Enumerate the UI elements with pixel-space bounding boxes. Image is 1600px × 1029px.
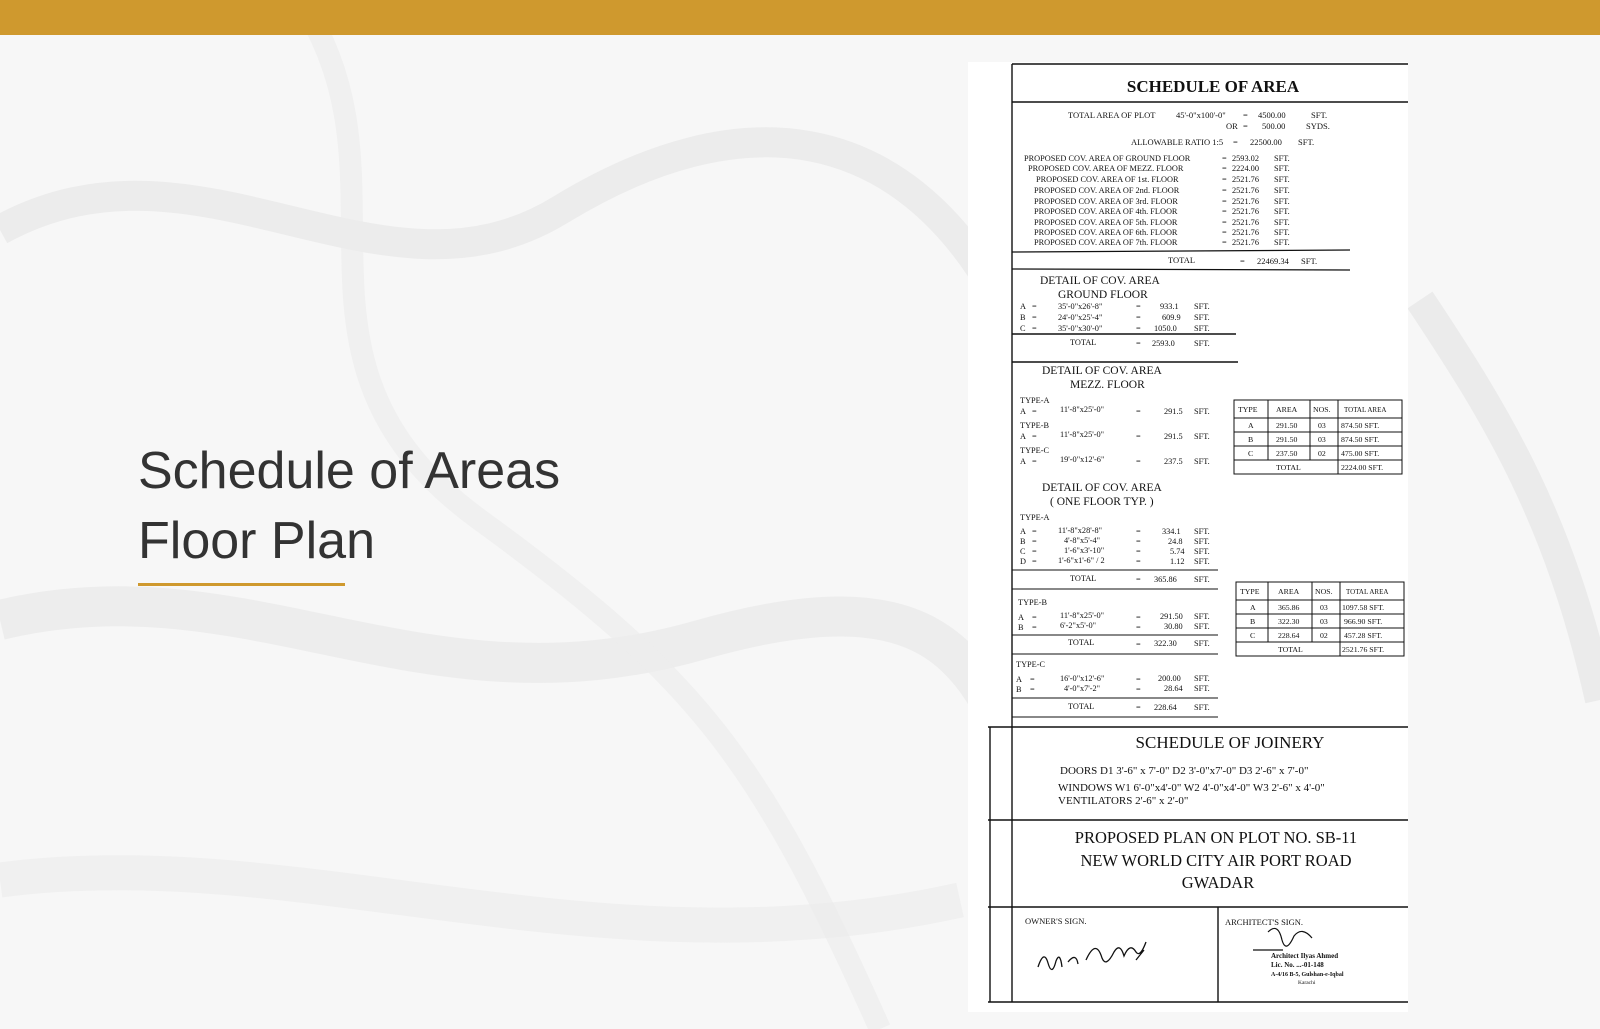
schedule-title: SCHEDULE OF AREA xyxy=(1126,77,1300,96)
cov-area-rows xyxy=(1024,154,1290,247)
cov-row-label: PROPOSED COV. AREA OF 2nd. FLOOR xyxy=(1034,186,1180,195)
row-val: 30.80 xyxy=(1164,622,1183,631)
mezz-summary-table xyxy=(1234,400,1402,474)
unit: SFT. xyxy=(1274,154,1290,163)
table-cell: B xyxy=(1248,435,1254,444)
architect-signature xyxy=(1253,928,1312,950)
cov-total xyxy=(1168,255,1317,266)
row-key: A xyxy=(1020,302,1026,311)
owner-sign-label: OWNER'S SIGN. xyxy=(1025,916,1087,926)
row-dim: 11'-8"x25'-0" xyxy=(1060,430,1105,439)
table-cell: B xyxy=(1250,617,1256,626)
row-key: B xyxy=(1018,623,1024,632)
plot-row-unit: SFT. xyxy=(1311,110,1328,120)
row-key: A xyxy=(1020,432,1026,441)
unit: SFT. xyxy=(1274,238,1290,247)
svg-text:=: = xyxy=(1032,547,1037,556)
table-cell: 228.64 xyxy=(1278,631,1300,640)
slide-title xyxy=(138,436,560,576)
row-dim: 6'-2"x5'-0" xyxy=(1060,621,1097,630)
cov-total-label: TOTAL xyxy=(1168,255,1196,265)
svg-text:=: = xyxy=(1032,432,1037,441)
table-cell: 02 xyxy=(1320,631,1328,640)
table-header: NOS. xyxy=(1315,587,1333,596)
svg-text:=: = xyxy=(1032,613,1037,622)
type-label: TYPE-B xyxy=(1018,598,1048,607)
row-key: A xyxy=(1020,407,1026,416)
cov-row-label: PROPOSED COV. AREA OF 1st. FLOOR xyxy=(1036,175,1179,184)
mezz-subheading: MEZZ. FLOOR xyxy=(1070,379,1145,391)
eq-sign: = xyxy=(1222,218,1227,227)
joinery-title: SCHEDULE OF JOINERY xyxy=(1135,733,1325,752)
proposal-line-2: NEW WORLD CITY AIR PORT ROAD xyxy=(1080,851,1352,870)
unit: SFT. xyxy=(1274,228,1290,237)
cov-row-val: 2521.76 xyxy=(1232,186,1259,195)
svg-text:=: = xyxy=(1136,675,1141,684)
svg-text:=: = xyxy=(1136,557,1141,566)
cov-row-val: 2521.76 xyxy=(1232,207,1259,216)
svg-text:=: = xyxy=(1032,302,1037,311)
plot-row-dim: 45'-0"x100'-0" xyxy=(1176,110,1226,120)
row-val: 291.50 xyxy=(1160,612,1183,621)
table-total-label: TOTAL xyxy=(1276,463,1301,472)
svg-text:=: = xyxy=(1136,613,1141,622)
svg-text:=: = xyxy=(1136,685,1141,694)
typ-heading: DETAIL OF COV. AREA xyxy=(1042,482,1162,494)
svg-text:=: = xyxy=(1030,685,1035,694)
cov-row-val: 2521.76 xyxy=(1232,175,1259,184)
architect-sign-label: ARCHITECT'S SIGN. xyxy=(1225,917,1304,927)
table-cell: 03 xyxy=(1320,617,1328,626)
type-label: TYPE-A xyxy=(1020,396,1050,405)
table-cell: 475.00 SFT. xyxy=(1341,449,1380,458)
cov-row-label: PROPOSED COV. AREA OF 5th. FLOOR xyxy=(1034,218,1178,227)
row-dim: 35'-0"x30'-0" xyxy=(1058,324,1103,333)
svg-text:=: = xyxy=(1136,640,1141,649)
unit: SFT. xyxy=(1194,407,1210,416)
ground-heading: DETAIL OF COV. AREA xyxy=(1040,275,1160,287)
total-label: TOTAL xyxy=(1068,702,1095,711)
svg-text:=: = xyxy=(1032,457,1037,466)
eq-sign: = xyxy=(1222,238,1227,247)
architect-stamp-license: Lic. No. ...-01-148 xyxy=(1271,961,1324,969)
signature-block xyxy=(1025,916,1344,986)
type-label: TYPE-A xyxy=(1020,513,1050,522)
svg-text:=: = xyxy=(1030,675,1035,684)
table-cell: 03 xyxy=(1320,603,1328,612)
row-val: 5.74 xyxy=(1170,547,1185,556)
total-label: TOTAL xyxy=(1070,338,1097,347)
unit: SFT. xyxy=(1194,575,1210,584)
table-header: AREA xyxy=(1276,405,1298,414)
unit: SFT. xyxy=(1274,207,1290,216)
svg-text:=: = xyxy=(1032,537,1037,546)
joinery-windows: WINDOWS W1 6'-0"x4'-0" W2 4'-0"x4'-0" W3 2'-6" x 4'-0" xyxy=(1058,782,1325,794)
svg-text:=: = xyxy=(1136,575,1141,584)
type-label: TYPE-C xyxy=(1016,660,1046,669)
cov-row-val: 2521.76 xyxy=(1232,197,1259,206)
cov-row-val: 2521.76 xyxy=(1232,228,1259,237)
cov-row-label: PROPOSED COV. AREA OF 4th. FLOOR xyxy=(1034,207,1178,216)
unit: SFT. xyxy=(1274,164,1290,173)
table-total-val: 2224.00 SFT. xyxy=(1341,463,1384,472)
mezz-floor-detail xyxy=(1020,365,1210,466)
unit: SFT. xyxy=(1194,313,1210,322)
row-dim: 24'-0"x25'-4" xyxy=(1058,313,1103,322)
row-dim: 16'-0"x12'-6" xyxy=(1060,674,1105,683)
svg-text:=: = xyxy=(1136,527,1141,536)
row-val: 28.64 xyxy=(1164,684,1183,693)
row-dim: 19'-0"x12'-6" xyxy=(1060,455,1105,464)
plot-row-eq: = xyxy=(1243,110,1248,120)
title-underline xyxy=(138,583,345,586)
row-dim: 4'-8"x5'-4" xyxy=(1064,536,1101,545)
joinery-doors: DOORS D1 3'-6" x 7'-0" D2 3'-0"x7'-0" D3 2'-6" x 7'-0" xyxy=(1060,765,1309,777)
unit: SFT. xyxy=(1194,674,1210,683)
eq-sign: = xyxy=(1222,186,1227,195)
ratio-val: 22500.00 xyxy=(1250,137,1282,147)
row-key: A xyxy=(1016,675,1022,684)
type-label: TYPE-C xyxy=(1020,446,1050,455)
table-cell: 291.50 xyxy=(1276,421,1298,430)
ratio-eq: = xyxy=(1233,137,1238,147)
row-val: 334.1 xyxy=(1162,527,1181,536)
ground-floor-detail xyxy=(1020,275,1210,348)
row-key: C xyxy=(1020,547,1026,556)
svg-text:=: = xyxy=(1136,339,1141,348)
total-label: TOTAL xyxy=(1068,638,1095,647)
typical-floor-detail xyxy=(1012,482,1218,717)
table-cell: A xyxy=(1248,421,1254,430)
svg-text:=: = xyxy=(1136,324,1141,333)
eq-sign: = xyxy=(1240,256,1245,266)
svg-text:=: = xyxy=(1136,432,1141,441)
type-label: TYPE-B xyxy=(1020,421,1050,430)
svg-text:=: = xyxy=(1136,703,1141,712)
unit: SFT. xyxy=(1194,302,1210,311)
table-cell: C xyxy=(1250,631,1256,640)
row-val: 291.5 xyxy=(1164,432,1183,441)
row-key: A xyxy=(1018,613,1024,622)
svg-text:=: = xyxy=(1032,407,1037,416)
svg-text:=: = xyxy=(1136,313,1141,322)
row-key: B xyxy=(1016,685,1022,694)
svg-text:=: = xyxy=(1032,557,1037,566)
title-line-1: Schedule of Areas xyxy=(138,442,561,500)
row-val: 1050.0 xyxy=(1154,324,1177,333)
joinery-ventilators: VENTILATORS 2'-6" x 2'-0" xyxy=(1058,795,1189,807)
cov-row-val: 2521.76 xyxy=(1232,238,1259,247)
title-line-2: Floor Plan xyxy=(138,512,375,570)
cov-row-label: PROPOSED COV. AREA OF GROUND FLOOR xyxy=(1024,154,1191,163)
row-dim: 11'-8"x28'-8" xyxy=(1058,526,1103,535)
table-total-val: 2521.76 SFT. xyxy=(1342,645,1385,654)
cov-row-label: PROPOSED COV. AREA OF MEZZ. FLOOR xyxy=(1028,164,1184,173)
unit: SFT. xyxy=(1194,527,1210,536)
svg-text:=: = xyxy=(1136,457,1141,466)
unit: SFT. xyxy=(1301,256,1318,266)
svg-text:=: = xyxy=(1136,537,1141,546)
proposal-line-3: GWADAR xyxy=(1181,873,1255,892)
proposal-block xyxy=(1075,828,1357,892)
eq-sign: = xyxy=(1222,207,1227,216)
row-val: 609.9 xyxy=(1162,313,1181,322)
row-key: A xyxy=(1020,527,1026,536)
mezz-heading: DETAIL OF COV. AREA xyxy=(1042,365,1162,377)
cov-row-label: PROPOSED COV. AREA OF 3rd. FLOOR xyxy=(1034,197,1178,206)
row-key: A xyxy=(1020,457,1026,466)
table-cell: 02 xyxy=(1318,449,1326,458)
row-dim: 11'-8"x25'-0" xyxy=(1060,405,1105,414)
table-cell: 874.50 SFT. xyxy=(1341,421,1380,430)
row-val: 237.5 xyxy=(1164,457,1183,466)
row-val: 200.00 xyxy=(1158,674,1181,683)
table-cell: 365.86 xyxy=(1278,603,1300,612)
table-cell: 03 xyxy=(1318,421,1326,430)
eq-sign: = xyxy=(1222,228,1227,237)
unit: SFT. xyxy=(1194,537,1210,546)
unit: SFT. xyxy=(1274,197,1290,206)
svg-text:=: = xyxy=(1136,623,1141,632)
eq-sign: = xyxy=(1222,164,1227,173)
row-dim: 11'-8"x25'-0" xyxy=(1060,611,1105,620)
total-val: 2593.0 xyxy=(1152,339,1175,348)
row-key: B xyxy=(1020,313,1026,322)
table-total-label: TOTAL xyxy=(1278,645,1303,654)
unit: SFT. xyxy=(1194,557,1210,566)
eq-sign: = xyxy=(1222,197,1227,206)
row-key: B xyxy=(1020,537,1026,546)
table-cell: 322.30 xyxy=(1278,617,1300,626)
unit: SFT. xyxy=(1194,457,1210,466)
plot-row-val: 500.00 xyxy=(1262,121,1286,131)
unit: SFT. xyxy=(1194,622,1210,631)
scanned-document xyxy=(968,62,1408,1012)
unit: SFT. xyxy=(1194,432,1210,441)
row-val: 1.12 xyxy=(1170,557,1185,566)
cov-row-val: 2593.02 xyxy=(1232,154,1259,163)
joinery-schedule xyxy=(1058,733,1325,807)
ratio-label: ALLOWABLE RATIO 1:5 xyxy=(1131,137,1224,147)
table-cell: 457.28 SFT. xyxy=(1344,631,1383,640)
cov-row-label: PROPOSED COV. AREA OF 7th. FLOOR xyxy=(1034,238,1178,247)
unit: SFT. xyxy=(1194,612,1210,621)
table-cell: 874.50 SFT. xyxy=(1341,435,1380,444)
table-header: TYPE xyxy=(1238,405,1258,414)
table-header: NOS. xyxy=(1313,405,1331,414)
total-val: 322.30 xyxy=(1154,639,1177,648)
table-header: TOTAL AREA xyxy=(1346,588,1389,596)
total-val: 228.64 xyxy=(1154,703,1177,712)
unit: SFT. xyxy=(1194,339,1210,348)
document-sheet xyxy=(968,62,1408,1012)
typ-subheading: ( ONE FLOOR TYP. ) xyxy=(1050,496,1154,508)
table-cell: 291.50 xyxy=(1276,435,1298,444)
table-cell: C xyxy=(1248,449,1254,458)
svg-text:=: = xyxy=(1136,547,1141,556)
eq-sign: = xyxy=(1222,175,1227,184)
unit: SFT. xyxy=(1274,218,1290,227)
owner-signature xyxy=(1038,942,1146,970)
table-cell: 1097.58 SFT. xyxy=(1342,603,1385,612)
unit: SFT. xyxy=(1194,684,1210,693)
architect-stamp-address: A-4/16 B-5, Gulshan-e-Iqbal xyxy=(1271,972,1344,978)
row-dim: 4'-0"x7'-2" xyxy=(1064,684,1101,693)
plot-row-label: TOTAL AREA OF PLOT xyxy=(1068,110,1156,120)
row-key: D xyxy=(1020,557,1026,566)
table-cell: A xyxy=(1250,603,1256,612)
total-val: 365.86 xyxy=(1154,575,1177,584)
row-val: 291.5 xyxy=(1164,407,1183,416)
table-header: AREA xyxy=(1278,587,1300,596)
cov-row-val: 2224.00 xyxy=(1232,164,1259,173)
table-cell: 237.50 xyxy=(1276,449,1298,458)
unit: SFT. xyxy=(1274,186,1290,195)
ground-subheading: GROUND FLOOR xyxy=(1058,289,1148,301)
unit: SFT. xyxy=(1194,547,1210,556)
proposal-line-1: PROPOSED PLAN ON PLOT NO. SB-11 xyxy=(1074,828,1358,847)
svg-text:=: = xyxy=(1032,527,1037,536)
architect-stamp-city: Karachi xyxy=(1298,980,1316,986)
cov-total-val: 22469.34 xyxy=(1257,256,1289,266)
svg-text:=: = xyxy=(1032,324,1037,333)
eq-sign: = xyxy=(1222,154,1227,163)
plot-area-rows xyxy=(1068,110,1330,147)
unit: SFT. xyxy=(1274,175,1290,184)
svg-text:=: = xyxy=(1136,407,1141,416)
plot-row-unit: SYDS. xyxy=(1306,121,1330,131)
plot-row-eq: = xyxy=(1243,121,1248,131)
svg-text:=: = xyxy=(1032,313,1037,322)
plot-row-val: 4500.00 xyxy=(1258,110,1286,120)
row-dim: 1'-6"x3'-10" xyxy=(1064,546,1105,555)
row-val: 933.1 xyxy=(1160,302,1179,311)
unit: SFT. xyxy=(1194,639,1210,648)
architect-stamp-name: Architect Ilyas Ahmed xyxy=(1271,952,1339,960)
cov-row-val: 2521.76 xyxy=(1232,218,1259,227)
unit: SFT. xyxy=(1194,324,1210,333)
table-header: TOTAL AREA xyxy=(1344,406,1387,414)
row-val: 24.8 xyxy=(1168,537,1183,546)
plot-row-or: OR xyxy=(1226,121,1238,131)
row-dim: 1'-6"x1'-6" / 2 xyxy=(1058,556,1105,565)
table-cell: 03 xyxy=(1318,435,1326,444)
typical-summary-table xyxy=(1236,582,1404,656)
svg-text:=: = xyxy=(1032,623,1037,632)
ratio-unit: SFT. xyxy=(1298,137,1315,147)
row-dim: 35'-0"x26'-8" xyxy=(1058,302,1103,311)
top-accent-bar xyxy=(0,0,1600,35)
table-header: TYPE xyxy=(1240,587,1260,596)
svg-text:=: = xyxy=(1136,302,1141,311)
row-key: C xyxy=(1020,324,1026,333)
unit: SFT. xyxy=(1194,703,1210,712)
table-cell: 966.90 SFT. xyxy=(1344,617,1383,626)
cov-row-label: PROPOSED COV. AREA OF 6th. FLOOR xyxy=(1034,228,1178,237)
total-label: TOTAL xyxy=(1070,574,1097,583)
